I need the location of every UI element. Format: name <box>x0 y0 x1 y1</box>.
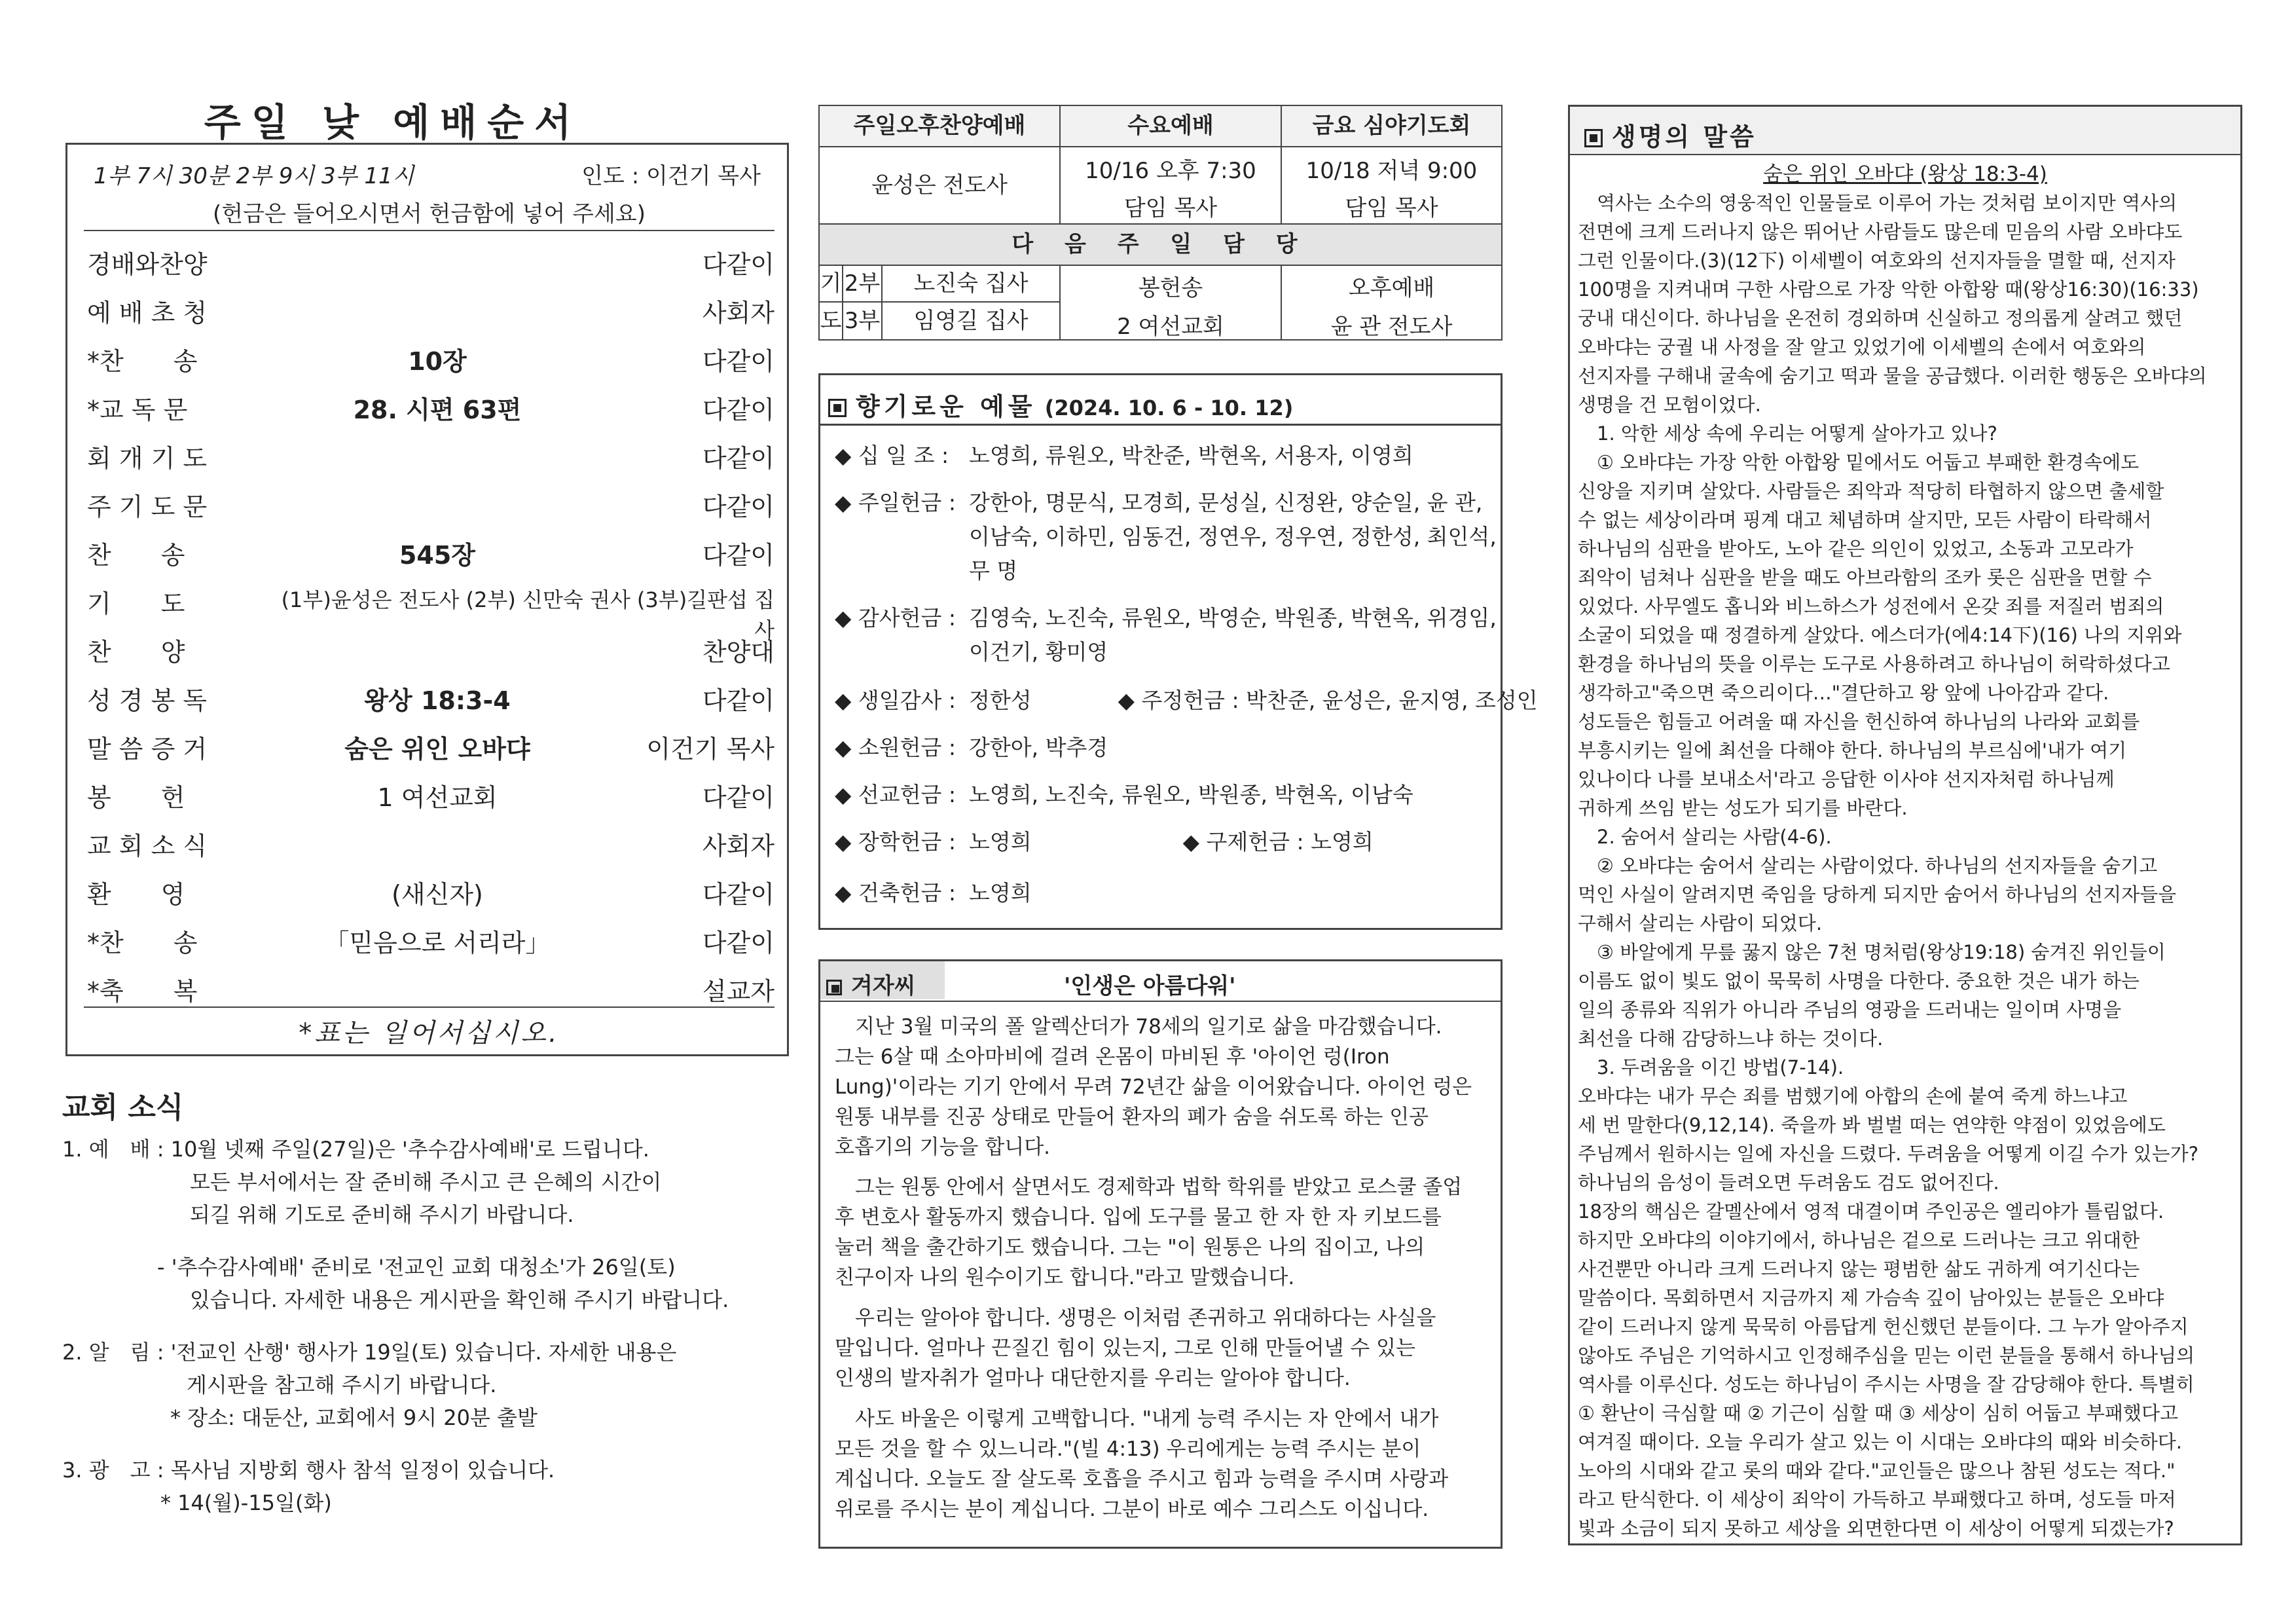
meditation-line: 생명을 건 모험이었다. <box>1578 394 1761 416</box>
meditation-line: 노아의 시대와 같고 롯의 때와 같다."교인들은 많으나 참된 성도는 적다." <box>1578 1460 2176 1482</box>
order-item-detail: (1부)윤성은 전도사 (2부) 신만숙 권사 (3부)길판섭 집사 <box>281 587 774 642</box>
meditation-heading <box>1584 117 1757 153</box>
offering-song-cell <box>1059 265 1282 341</box>
offering-names: 강한아, 명문식, 모경희, 문성실, 신정완, 양순일, 윤 관, <box>969 490 1483 515</box>
order-item-name: 말 씀 증 거 <box>87 735 208 764</box>
part-2-prayer: 노진숙 집사 <box>881 265 1061 303</box>
order-item-name: 교 회 소 식 <box>87 832 208 860</box>
essay-line: 사도 바울은 이렇게 고백합니다. "내게 능력 주시는 자 안에서 내가 <box>835 1407 1439 1431</box>
meditation-line: 소굴이 되었을 때 정결하게 살았다. 에스더가(에4:14下)(16) 나의 지위와 <box>1578 624 2182 646</box>
order-item-by: 다같이 <box>702 783 774 812</box>
order-row <box>87 390 774 435</box>
meditation-line: 3. 두려움을 이긴 방법(7-14). <box>1578 1056 1844 1079</box>
essay-line: 우리는 알아야 합니다. 생명은 이처럼 존귀하고 위대하다는 사실을 <box>835 1306 1436 1330</box>
meditation-line: 오바댜는 궁궐 내 사정을 잘 알고 있었기에 이세벨의 손에서 여호와의 <box>1578 336 2146 358</box>
offerings-period: (2024. 10. 6 - 10. 12) <box>1044 396 1294 420</box>
news-line: 모든 부서에서는 잘 준비해 주시고 큰 은혜의 시간이 <box>190 1170 662 1194</box>
order-row <box>87 874 774 920</box>
meditation-line: 이름도 없이 빛도 없이 묵묵히 사명을 다한다. 중요한 것은 내가 하는 <box>1578 970 2140 992</box>
order-item-by: 다같이 <box>702 686 774 715</box>
offering-label: ◆ 건축헌금 : <box>835 880 956 906</box>
meditation-line: 않아도 주님은 기억하시고 인정해주심을 믿는 이런 분들을 통해서 하나님의 <box>1578 1344 2195 1367</box>
meditation-line: 귀하게 쓰임 받는 성도가 되기를 바란다. <box>1578 797 1908 819</box>
essay-line: 후 변호사 활동까지 했습니다. 입에 도구를 물고 한 자 한 자 키보드를 <box>835 1206 1442 1229</box>
order-row <box>87 826 774 872</box>
order-row <box>87 923 774 969</box>
next-week-title: 다 음 주 일 담 당 <box>818 223 1503 266</box>
order-item-by: 이건기 목사 <box>646 735 774 764</box>
order-item-by: 사회자 <box>702 299 774 327</box>
meditation-line: 역사를 이루신다. 성도는 하나님이 주시는 사명을 잘 감당해야 한다. 특별히 <box>1578 1373 2195 1395</box>
order-item-name: 봉 헌 <box>87 783 185 812</box>
order-item-name: 기 도 <box>87 589 185 618</box>
essay-line: 친구이자 나의 원수이기도 합니다."라고 말했습니다. <box>835 1266 1295 1289</box>
order-item-by: 다같이 <box>702 250 774 279</box>
news-line: * 장소: 대둔산, 교회에서 9시 20분 출발 <box>170 1405 538 1430</box>
essay-line: 그는 6살 때 소아마비에 걸려 온몸이 마비된 후 '아이언 렁(Iron <box>835 1045 1390 1069</box>
meditation-line: 100명을 지켜내며 구한 사람으로 가장 악한 아합왕 때(왕상16:30)(16:33) <box>1578 278 2199 301</box>
essay-line: 호흡기의 기능을 합니다. <box>835 1135 1051 1159</box>
order-item-detail: (새신자) <box>392 880 483 909</box>
wednesday-time: 10/16 오후 7:30 <box>1085 158 1256 184</box>
essay-head: 겨자씨 <box>851 973 916 999</box>
order-item-by: 다같이 <box>702 396 774 424</box>
order-item-by: 다같이 <box>702 444 774 473</box>
order-row <box>87 487 774 532</box>
offering-names: 정한성 ◆ 주정헌금 : 박찬준, 윤성은, 윤지영, 조성인 <box>969 688 1538 713</box>
order-item-detail: 왕상 18:3-4 <box>364 686 511 715</box>
order-item-detail: 「믿음으로 서리라」 <box>324 929 551 957</box>
essay-line: 그는 원통 안에서 살면서도 경제학과 법학 학위를 받았고 로스쿨 졸업 <box>835 1175 1463 1199</box>
order-item-by: 다같이 <box>702 929 774 957</box>
meditation-line: 세 번 말한다(9,12,14). 죽을까 봐 벌벌 떠는 연약한 약점이 있었음에도 <box>1578 1114 2166 1136</box>
order-item-name: 회 개 기 도 <box>87 444 208 473</box>
meditation-line: 궁내 대신이다. 하나님을 온전히 경외하며 신실하고 정의롭게 살려고 했던 <box>1578 307 2183 329</box>
meditation-line: 18장의 핵심은 갈멜산에서 영적 대결이며 주인공은 엘리야가 틀림없다. <box>1578 1200 2164 1223</box>
pm-service-head: 오후예배 <box>1348 275 1435 301</box>
worship-order-box <box>65 143 789 1056</box>
offering-names: 노영희, 노진숙, 류원오, 박원종, 박현옥, 이남숙 <box>969 782 1413 807</box>
essay-line: 인생의 발자취가 얼마나 대단한지를 우리는 알아야 합니다. <box>835 1367 1351 1390</box>
meditation-line: 여겨질 때이다. 오늘 우리가 살고 있는 이 시대는 오바댜의 때와 비슷하다. <box>1578 1431 2183 1453</box>
offering-label: ◆ 선교헌금 : <box>835 782 956 807</box>
offering-label: ◆ 소원헌금 : <box>835 735 956 760</box>
meditation-line: ③ 바알에게 무릎 꿇지 않은 7천 명처럼(왕상19:18) 숨겨진 위인들이 <box>1578 941 2166 963</box>
offering-song-head: 봉헌송 <box>1138 275 1203 301</box>
offering-label: ◆ 감사헌금 : <box>835 605 956 631</box>
offering-names: 이건기, 황미영 <box>969 639 1108 665</box>
meditation-line: 있었다. 사무엘도 홉니와 비느하스가 성전에서 온갖 죄를 저질러 범죄의 <box>1578 595 2164 618</box>
meditation-line: 1. 악한 세상 속에 우리는 어떻게 살아가고 있나? <box>1578 422 1997 445</box>
pm-service-value: 윤 관 전도사 <box>1330 314 1453 340</box>
meditation-line: 역사는 소수의 영웅적인 인물들로 이루어 가는 것처럼 보이지만 역사의 <box>1578 192 2178 214</box>
meditation-line: ① 오바댜는 가장 악한 아합왕 밑에서도 어둡고 부패한 환경속에도 <box>1578 451 2140 473</box>
friday-time: 10/18 저녁 9:00 <box>1305 158 1478 184</box>
part-3-prayer: 임영길 집사 <box>881 301 1061 341</box>
schedule-table <box>818 105 1503 341</box>
order-item-detail: 1 여선교회 <box>377 783 498 812</box>
meditation-line: 오바댜는 내가 무슨 죄를 범했기에 아합의 손에 붙여 죽게 하느냐고 <box>1578 1085 2128 1107</box>
offering-label: ◆ 십 일 조 : <box>835 443 949 468</box>
divider <box>84 1006 774 1008</box>
news-line: 2. 알 림 : '전교인 산행' 행사가 19일(토) 있습니다. 자세한 내용은 <box>62 1340 677 1365</box>
order-row <box>87 680 774 726</box>
meditation-line: 성도들은 힘들고 어려울 때 자신을 헌신하여 하나님의 나라와 교회를 <box>1578 710 2140 733</box>
news-line: 되길 위해 기도로 준비해 주시기 바랍니다. <box>190 1202 574 1227</box>
meditation-line: 말씀이다. 목회하면서 지금까지 제 가슴속 깊이 남아있는 분들은 오바댜 <box>1578 1287 2164 1309</box>
order-row <box>87 729 774 775</box>
order-item-name: 찬 양 <box>87 638 185 667</box>
offerings-title: 향기로운 예물 <box>856 392 1036 421</box>
offerings-heading <box>828 386 1293 422</box>
order-row <box>87 632 774 678</box>
order-item-name: *찬 송 <box>87 347 198 376</box>
order-item-name: *축 복 <box>87 977 198 1006</box>
meditation-line: 같이 드러나지 않게 묵묵히 아름답게 헌신했던 분들이다. 그 누가 알아주지 <box>1578 1316 2189 1338</box>
square-bullet-icon <box>828 399 847 417</box>
meditation-line: 부흥시키는 일에 최선을 다해야 한다. 하나님의 부르심에'내가 여기 <box>1578 739 2127 762</box>
part-3-label: 3부 <box>842 301 883 341</box>
wednesday-cell <box>1059 146 1282 225</box>
meditation-line: 주님께서 원하시는 일에 자신을 드렸다. 두려움을 어떻게 이길 수가 있는가? <box>1578 1143 2198 1165</box>
offering-names: 무 명 <box>969 558 1018 583</box>
divider <box>84 230 774 231</box>
order-row <box>87 438 774 484</box>
meditation-line: 사건뿐만 아니라 크게 드러나지 않는 평범한 삶도 귀하게 여기신다는 <box>1578 1258 2140 1280</box>
offering-names: 강한아, 박추경 <box>969 735 1108 760</box>
order-row <box>87 777 774 823</box>
meditation-line: 신앙을 지키며 살았다. 사람들은 죄악과 적당히 타협하지 않으면 출세할 <box>1578 480 2164 502</box>
meditation-line: ① 환난이 극심할 때 ② 기근이 심할 때 ③ 세상이 심히 어둡고 부패했다고 <box>1578 1402 2178 1424</box>
order-item-name: 성 경 봉 독 <box>87 686 208 715</box>
offering-names: 김영숙, 노진숙, 류원오, 박영순, 박원종, 박현옥, 위경임, <box>969 605 1497 631</box>
essay-line: 모든 것을 할 수 있느니라."(빌 4:13) 우리에게는 능력 주시는 분이 <box>835 1437 1421 1461</box>
friday-cell <box>1281 146 1503 225</box>
square-bullet-icon <box>1584 129 1603 147</box>
order-item-by: 설교자 <box>702 977 774 1006</box>
order-item-name: 환 영 <box>87 880 185 909</box>
order-item-name: *교 독 문 <box>87 396 188 424</box>
prayer-label-bottom: 도 <box>818 301 843 341</box>
friday-leader: 담임 목사 <box>1345 195 1438 221</box>
news-line: * 14(월)-15일(화) <box>160 1490 332 1515</box>
pm-service-cell <box>1281 265 1503 341</box>
meditation-title: 생명의 말씀 <box>1612 122 1757 151</box>
meditation-line: 환경을 하나님의 뜻을 이루는 도구로 사용하려고 하나님이 허락하셨다고 <box>1578 653 2170 675</box>
essay-line: 위로를 주시는 분이 계십니다. 그분이 바로 예수 그리스도 이십니다. <box>835 1498 1429 1521</box>
offering-label: ◆ 주일헌금 : <box>835 490 956 515</box>
wednesday-leader: 담임 목사 <box>1123 195 1218 221</box>
meditation-line: 있나이다 나를 보내소서'라고 응답한 이사야 선지자처럼 하나님께 <box>1578 768 2115 790</box>
news-line: 있습니다. 자세한 내용은 게시판을 확인해 주시기 바랍니다. <box>190 1287 729 1312</box>
meditation-line: 일의 종류와 직위가 아니라 주님의 영광을 드러내는 일이며 사명을 <box>1578 999 2122 1021</box>
essay-line: 원통 내부를 진공 상태로 만들어 환자의 폐가 숨을 쉬도록 하는 인공 <box>835 1105 1429 1129</box>
worship-order-title: 주일 낮 예배순서 <box>204 100 582 145</box>
meditation-subtitle: 숨은 위인 오바댜 (왕상 18:3-4) <box>1763 162 2047 186</box>
order-item-by: 찬양대 <box>702 638 774 667</box>
offering-names: 노영희, 류원오, 박찬준, 박현옥, 서용자, 이영희 <box>969 443 1413 468</box>
divider <box>820 1001 1501 1002</box>
meditation-line: 하지만 오바댜의 이야기에서, 하나님은 겉으로 드러나는 크고 위대한 <box>1578 1229 2140 1251</box>
offering-names: 노영희 ◆ 구제헌금 : 노영희 <box>969 829 1374 855</box>
meditation-line: 최선을 다해 감당하느냐 하는 것이다. <box>1578 1027 1884 1050</box>
standing-note: *표는 일어서십시오. <box>299 1018 560 1048</box>
order-item-name: 예 배 초 청 <box>87 299 208 327</box>
essay-line: 눌러 책을 출간하기도 했습니다. 그는 "이 원통은 나의 집이고, 나의 <box>835 1236 1425 1259</box>
meditation-line: 선지자를 구해내 굴속에 숨기고 떡과 물을 공급했다. 이러한 행동은 오바댜의 <box>1578 365 2207 387</box>
order-row <box>87 244 774 290</box>
news-line: - '추수감사예배' 준비로 '전교인 교회 대청소'가 26일(토) <box>157 1255 676 1280</box>
essay-line: Lung)'이라는 기기 안에서 무려 72년간 삶을 이어왔습니다. 아이언 렁은 <box>835 1075 1472 1099</box>
wednesday-header: 수요예배 <box>1059 105 1282 147</box>
sunday-pm-leader: 윤성은 전도사 <box>818 146 1061 225</box>
meditation-line: 그런 인물이다.(3)(12下) 이세벨이 여호와의 선지자들을 멸할 때, 선지자 <box>1578 249 2176 272</box>
order-row <box>87 293 774 339</box>
news-line: 3. 광 고 : 목사님 지방회 행사 참석 일정이 있습니다. <box>62 1458 555 1483</box>
offering-label: ◆ 장학헌금 : <box>835 829 956 855</box>
essay-line: 말입니다. 얼마나 끈질긴 힘이 있는지, 그로 인해 만들어낼 수 있는 <box>835 1337 1415 1360</box>
meditation-line: 라고 탄식한다. 이 세상이 죄악이 가득하고 부패했다고 하며, 성도들 마저 <box>1578 1488 2176 1511</box>
service-times: 1부 7시 30분 2부 9시 3부 11시 <box>94 163 414 189</box>
worship-leader: 인도 : 이건기 목사 <box>581 163 761 189</box>
offering-song-value: 2 여선교회 <box>1117 314 1224 340</box>
offering-names: 이남숙, 이하민, 임동건, 정연우, 정우연, 정한성, 최인석, <box>969 524 1497 549</box>
square-bullet-icon <box>826 980 842 995</box>
essay-line: 지난 3월 미국의 폴 알렉산더가 78세의 일기로 삶을 마감했습니다. <box>835 1015 1442 1039</box>
news-line: 1. 예 배 : 10월 넷째 주일(27일)은 '추수감사예배'로 드립니다. <box>62 1137 649 1162</box>
offering-names: 노영희 <box>969 880 1032 906</box>
order-item-name: 찬 송 <box>87 541 185 570</box>
church-news-title: 교회 소식 <box>62 1091 184 1124</box>
meditation-line: 전면에 크게 드러나지 않은 뛰어난 사람들도 많은데 믿음의 사람 오바댜도 <box>1578 221 2183 243</box>
order-item-detail: 28. 시편 63편 <box>353 396 522 424</box>
order-row <box>87 583 774 642</box>
news-line: 게시판을 참고해 주시기 바랍니다. <box>187 1373 497 1397</box>
meditation-line: 2. 숨어서 살리는 사람(4-6). <box>1578 826 1832 848</box>
meditation-line: 생각하고"죽으면 죽으리이다…"결단하고 왕 앞에 나아감과 같다. <box>1578 682 2109 704</box>
meditation-line: 하나님의 음성이 들려오면 두려움도 검도 없어진다. <box>1578 1172 1999 1194</box>
essay-title: '인생은 아름다워' <box>1064 973 1236 999</box>
order-item-detail: 숨은 위인 오바댜 <box>344 735 530 764</box>
meditation-line: 먹인 사실이 알려지면 죽임을 당하게 되지만 숨어서 하나님의 선지자들을 <box>1578 883 2177 906</box>
order-row <box>87 971 774 1017</box>
essay-heading <box>826 968 916 1000</box>
meditation-line: 구해서 살리는 사람이 되었다. <box>1578 912 1823 934</box>
order-item-by: 다같이 <box>702 541 774 570</box>
meditation-line: 수 없는 세상이라며 핑계 대고 체념하며 살지만, 모든 사람이 타락해서 <box>1578 509 2152 531</box>
order-item-detail: 545장 <box>399 541 476 570</box>
order-item-by: 다같이 <box>702 880 774 909</box>
offering-label: ◆ 생일감사 : <box>835 688 956 713</box>
order-row <box>87 535 774 581</box>
sunday-pm-header: 주일오후찬양예배 <box>818 105 1061 147</box>
order-item-by: 다같이 <box>702 347 774 376</box>
order-item-name: 주 기 도 문 <box>87 492 208 521</box>
prayer-label-top: 기 <box>818 265 843 303</box>
meditation-line: 죄악이 넘쳐나 심판을 받을 때도 아브라함의 조카 롯은 심판을 면할 수 <box>1578 566 2152 589</box>
meditation-line: 하나님의 심판을 받아도, 노아 같은 의인이 있었고, 소동과 고모라가 <box>1578 538 2134 560</box>
part-2-label: 2부 <box>842 265 883 303</box>
essay-line: 계십니다. 오늘도 잘 살도록 호흡을 주시고 힘과 능력을 주시며 사랑과 <box>835 1467 1449 1491</box>
order-item-by: 다같이 <box>702 492 774 521</box>
friday-header: 금요 심야기도회 <box>1281 105 1503 147</box>
order-item-name: *찬 송 <box>87 929 198 957</box>
meditation-line: 빛과 소금이 되지 못하고 세상을 외면한다면 이 세상이 어떻게 되겠는가? <box>1578 1517 2174 1540</box>
offering-note: (헌금은 들어오시면서 헌금함에 넣어 주세요) <box>213 201 646 227</box>
order-item-detail: 10장 <box>408 347 467 376</box>
order-item-by: 사회자 <box>702 832 774 860</box>
order-item-name: 경배와찬양 <box>87 250 208 279</box>
order-row <box>87 341 774 387</box>
meditation-line: ② 오바댜는 숨어서 살리는 사람이었다. 하나님의 선지자들을 숨기고 <box>1578 855 2158 877</box>
